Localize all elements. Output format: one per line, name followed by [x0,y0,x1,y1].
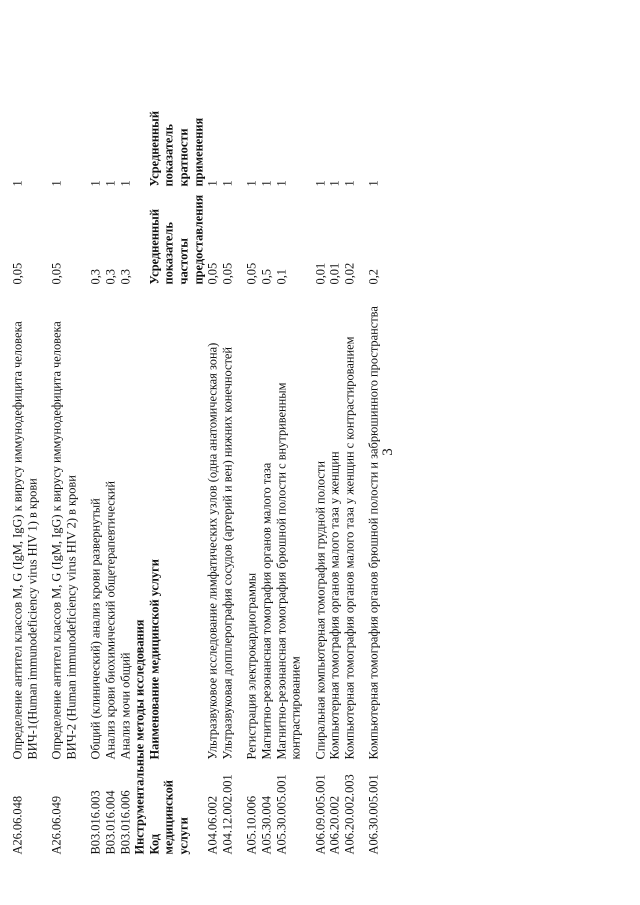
service-mult: 1 [88,180,103,187]
service-mult: 1 [49,180,64,187]
service-name: Ультразвуковая допплерография сосудов (артерий и вен) нижних конечностей [220,346,235,760]
table-row [245,20,260,855]
service-mult: 1 [10,180,25,187]
service-code: A06.20.002.003 [342,774,357,855]
service-freq: 0,05 [244,262,259,285]
header-mult: Усредненный показатель кратности применения [147,111,206,187]
service-code: A05.30.005.001 [274,774,288,855]
table-row [89,20,104,855]
lab-rows [11,20,133,855]
service-name: Определение антител классов M, G (IgM, IgG) к вирусу иммунодефицита человека ВИЧ-1(Human immunodeficiency virus HIV 1) в крови [10,321,40,760]
service-mult: 1 [342,180,357,187]
service-name: Общий (клинический) анализ крови развернутый [88,498,103,760]
table-row [313,20,328,855]
service-freq: 0,01 [327,262,342,285]
service-mult: 1 [313,180,328,187]
service-code: A06.30.005.001 [366,774,381,855]
rotated-page-content [11,20,541,855]
service-code: A05.10.006 [244,795,259,855]
header-name: Наименование медицинской услуги [147,559,162,760]
table-header-row [147,20,205,855]
service-name: Компьютерная томография органов малого таза у женщин с контрастированием [342,336,357,760]
service-code: A06.20.002 [327,795,342,855]
table-row [50,20,79,855]
service-code: A06.09.005.001 [313,774,328,855]
service-freq: 0,3 [103,269,118,285]
service-code: A05.30.004 [259,795,274,855]
service-name: Компьютерная томография органов малого таза у женщин [327,451,342,760]
service-freq: 0,5 [259,269,274,285]
services-table [11,20,382,855]
service-code: B03.016.006 [118,790,133,855]
table-row [220,20,235,855]
service-mult: 1 [103,180,118,187]
service-freq: 0,3 [118,269,133,285]
table-row [342,20,357,855]
service-mult: 1 [244,180,259,187]
service-name: Магнитно-резонансная томография органов малого таза [259,462,274,760]
service-mult: 1 [274,180,288,187]
service-name: Ультразвуковое исследование лимфатических узлов (одна анатомическая зона) [205,342,220,760]
service-freq: 0,01 [313,262,328,285]
service-code: A04.12.002.001 [220,774,235,855]
table-row [367,20,382,855]
service-mult: 1 [327,180,342,187]
section-title: Инструментальные методы исследования [132,619,147,855]
service-freq: 0,05 [49,262,64,285]
page-number: 3 [380,448,396,456]
table-row [118,20,133,855]
service-mult: 1 [259,180,274,187]
header-code: Код медицинской услуги [147,780,191,855]
service-mult: 1 [205,180,220,187]
service-freq: 0,1 [274,269,288,285]
service-name: Магнитно-резонансная томография брюшной полости с внутривенным контрастированием [274,382,303,760]
service-code: A04.06.002 [205,795,220,855]
table-row [103,20,118,855]
service-code: B03.016.003 [88,790,103,855]
instrumental-section [133,20,382,855]
service-code: B03.016.004 [103,790,118,855]
service-name: Спиральная компьютерная томография грудной полости [313,461,328,760]
table-row [274,20,303,855]
service-name: Компьютерная томография органов брюшной полости и забрюшинного пространства [366,306,381,760]
service-name: Определение антител классов M, G (IgM, IgG) к вирусу иммунодефицита человека ВИЧ-2 (Human immunodeficiency virus HIV 2) в крови [49,321,79,760]
table-row [11,20,40,855]
service-name: Анализ крови биохимический общетерапевтический [103,480,118,760]
service-freq: 0,05 [10,262,25,285]
table-row [328,20,343,855]
service-code: A26.06.048 [10,795,25,855]
service-freq: 0,05 [205,262,220,285]
service-freq: 0,2 [366,269,381,285]
table-row [259,20,274,855]
service-code: A26.06.049 [49,795,64,855]
header-freq: Усредненный показатель частоты предоставления [147,194,206,285]
service-mult: 1 [366,180,381,187]
table-row [206,20,221,855]
service-name: Регистрация электрокардиограммы [244,572,259,760]
service-mult: 1 [118,180,133,187]
service-mult: 1 [220,180,235,187]
service-freq: 0,05 [220,262,235,285]
service-freq: 0,02 [342,262,357,285]
service-name: Анализ мочи общий [118,652,133,760]
service-freq: 0,3 [88,269,103,285]
